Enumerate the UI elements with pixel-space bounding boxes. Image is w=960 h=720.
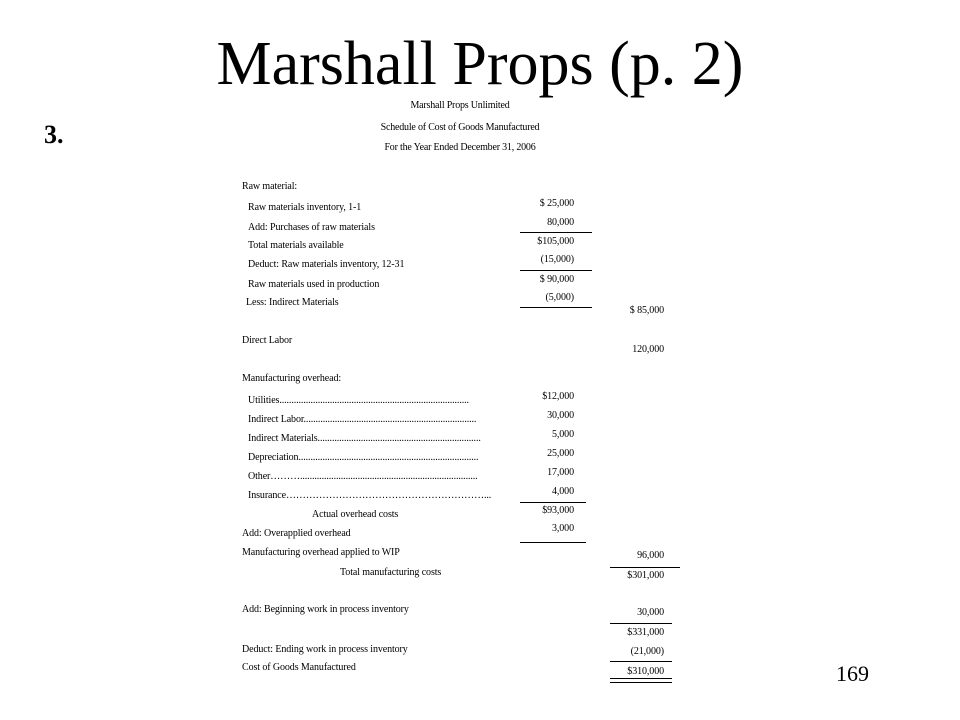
beginning-wip-label: Add: Beginning work in process inventory: [242, 604, 409, 615]
cogm-label: Cost of Goods Manufactured: [242, 662, 356, 673]
indirect-materials-value: 5,000: [551, 429, 574, 440]
overapplied-value: 3,000: [551, 523, 574, 534]
insurance-underline: [520, 502, 586, 503]
utilities-label: Utilities...............................................................................: [248, 395, 469, 406]
purchases-underline: [520, 232, 592, 233]
purchases-label: Add: Purchases of raw materials: [248, 222, 375, 233]
indirect-materials-less-label: Less: Indirect Materials: [246, 297, 339, 308]
raw-materials-ending-value: (15,000): [540, 254, 574, 265]
page-number: 169: [836, 661, 869, 686]
overapplied-underline: [520, 542, 586, 543]
actual-overhead-label: Actual overhead costs: [312, 509, 399, 520]
beginning-wip-value: 30,000: [637, 607, 664, 618]
insurance-label: Insurance……………………………………………………...: [248, 490, 492, 501]
ending-wip-underline: [610, 661, 672, 662]
ending-wip-value: (21,000): [630, 646, 664, 657]
actual-overhead-value: $93,000: [542, 505, 574, 516]
cogm-value: $310,000: [627, 666, 664, 677]
utilities-value: $12,000: [542, 391, 574, 402]
overhead-heading: Manufacturing overhead:: [242, 373, 342, 384]
slide-title: Marshall Props (p. 2): [216, 30, 744, 98]
direct-materials-total: $ 85,000: [629, 305, 664, 316]
total-manufacturing-costs-label: Total manufacturing costs: [340, 567, 442, 578]
indirect-materials-label: Indirect Materials....................................................................: [248, 433, 481, 444]
raw-materials-ending-label: Deduct: Raw materials inventory, 12-31: [248, 259, 405, 270]
purchases-value: 80,000: [547, 217, 574, 228]
indirect-labor-label: Indirect Labor........................................................................: [248, 414, 477, 425]
company-name: Marshall Props Unlimited: [410, 100, 510, 111]
depreciation-value: 25,000: [547, 448, 574, 459]
other-label: Other………..........................................................................: [248, 471, 478, 482]
raw-materials-beginning-label: Raw materials inventory, 1-1: [248, 202, 362, 213]
ending-wip-label: Deduct: Ending work in process inventory: [242, 644, 408, 655]
ending-raw-underline: [520, 270, 592, 271]
total-manufacturing-costs-value: $301,000: [627, 570, 664, 581]
indirect-materials-underline: [520, 307, 592, 308]
applied-overhead-underline: [610, 567, 680, 568]
beginning-wip-underline: [610, 623, 672, 624]
materials-used-value: $ 90,000: [539, 274, 574, 285]
applied-overhead-value: 96,000: [637, 550, 664, 561]
problem-number: 3.: [44, 120, 64, 149]
cogm-double-underline: [610, 678, 672, 683]
indirect-materials-less-value: (5,000): [545, 292, 574, 303]
materials-available-value: $105,000: [537, 236, 574, 247]
direct-labor-label: Direct Labor: [242, 335, 293, 346]
schedule-period: For the Year Ended December 31, 2006: [384, 142, 536, 153]
materials-used-label: Raw materials used in production: [248, 279, 380, 290]
insurance-value: 4,000: [551, 486, 574, 497]
overapplied-label: Add: Overapplied overhead: [242, 528, 351, 539]
materials-available-label: Total materials available: [248, 240, 344, 251]
other-value: 17,000: [547, 467, 574, 478]
depreciation-label: Depreciation...........................................................................: [248, 452, 479, 463]
schedule-title: Schedule of Cost of Goods Manufactured: [380, 122, 540, 133]
indirect-labor-value: 30,000: [547, 410, 574, 421]
raw-material-heading: Raw material:: [242, 181, 298, 192]
direct-labor-value: 120,000: [632, 344, 664, 355]
raw-materials-beginning-value: $ 25,000: [539, 198, 574, 209]
subtotal-value: $331,000: [627, 627, 664, 638]
applied-overhead-label: Manufacturing overhead applied to WIP: [242, 547, 400, 558]
